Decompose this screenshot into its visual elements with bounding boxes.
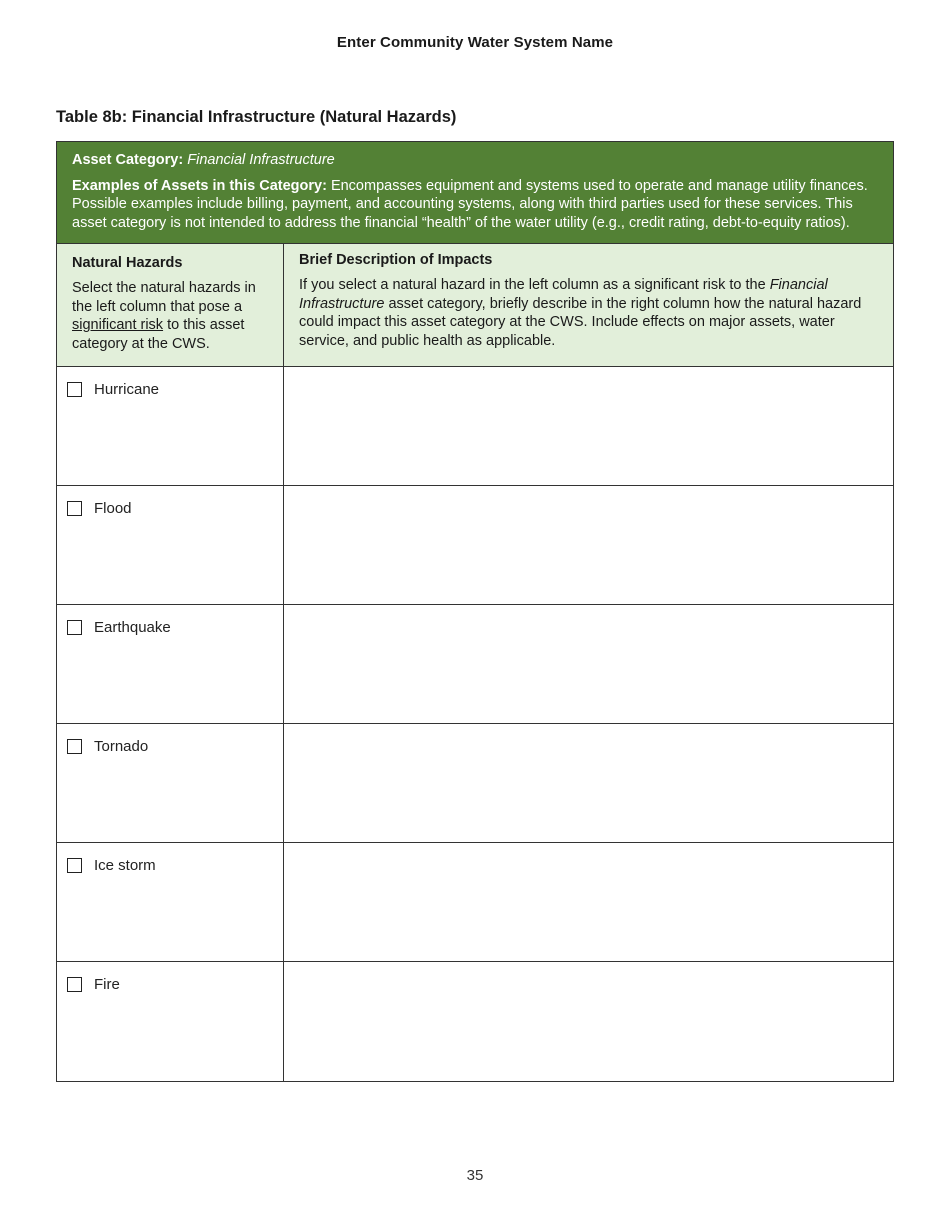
hazard-cell [57,605,284,723]
examples-label: Examples of Assets in this Category: [72,177,327,194]
impact-description-field[interactable] [284,962,893,1081]
hazard-checkbox[interactable] [67,739,82,754]
hazard-row [57,724,893,843]
hazard-label: Earthquake [94,618,171,636]
impact-description-field[interactable] [284,724,893,842]
hazard-row [57,962,893,1081]
hazard-label: Flood [94,499,132,517]
hazard-checkbox[interactable] [67,382,82,397]
examples-text: Encompasses equipment and systems used to operate and manage utility finances. Possible examples include billing, payment, and accounting systems, along with third parties used for these services. This asset category is not intended to address the financial “health” of the water utility (e.g., credit rating, debt-to-equity ratios). [72,177,868,232]
hazard-cell [57,962,284,1081]
column-headers-row [57,244,893,367]
impact-description-field[interactable] [284,367,893,485]
hazard-cell [57,843,284,961]
examples-line [72,177,878,233]
asset-category-value: Financial Infrastructure [187,152,335,168]
impacts-instructions: If you select a natural hazard in the left column as a significant risk to the Financial Infrastructure asset category, briefly describe in the right column how the natural hazard could impact this asset category at the CWS. Include effects on major assets, water service, and public health as applicable. [299,276,862,349]
natural-hazards-instructions: Select the natural hazards in the left column that pose a significant risk to this asset category at the CWS. [72,279,256,352]
asset-category-line [72,151,878,170]
hazard-row [57,367,893,486]
hazard-checkbox[interactable] [67,620,82,635]
hazard-row [57,843,893,962]
page-number: 35 [466,1167,484,1184]
hazard-label: Tornado [94,737,149,755]
natural-hazards-header [57,244,284,366]
impacts-header [284,244,893,366]
hazard-checkbox[interactable] [67,501,82,516]
impact-description-field[interactable] [284,605,893,723]
asset-category-label: Asset Category: [72,152,184,168]
hazard-row [57,605,893,724]
impact-description-field[interactable] [284,486,893,604]
hazard-checkbox[interactable] [67,977,82,992]
significant-risk-link-text: significant risk [72,317,164,334]
table-title: Table 8b: Financial Infrastructure (Natural Hazards) [56,108,457,126]
hazard-cell [57,486,284,604]
hazards-table [56,141,894,1082]
hazard-label: Ice storm [94,856,156,874]
hazard-cell [57,367,284,485]
asset-category-banner [57,142,893,244]
hazard-checkbox[interactable] [67,858,82,873]
hazard-label: Hurricane [94,380,160,398]
hazard-cell [57,724,284,842]
hazard-label: Fire [94,975,120,993]
hazard-row [57,486,893,605]
impact-description-field[interactable] [284,843,893,961]
natural-hazards-title: Natural Hazards [72,254,183,271]
impacts-title: Brief Description of Impacts [299,251,493,268]
header-title: Enter Community Water System Name [336,34,614,51]
